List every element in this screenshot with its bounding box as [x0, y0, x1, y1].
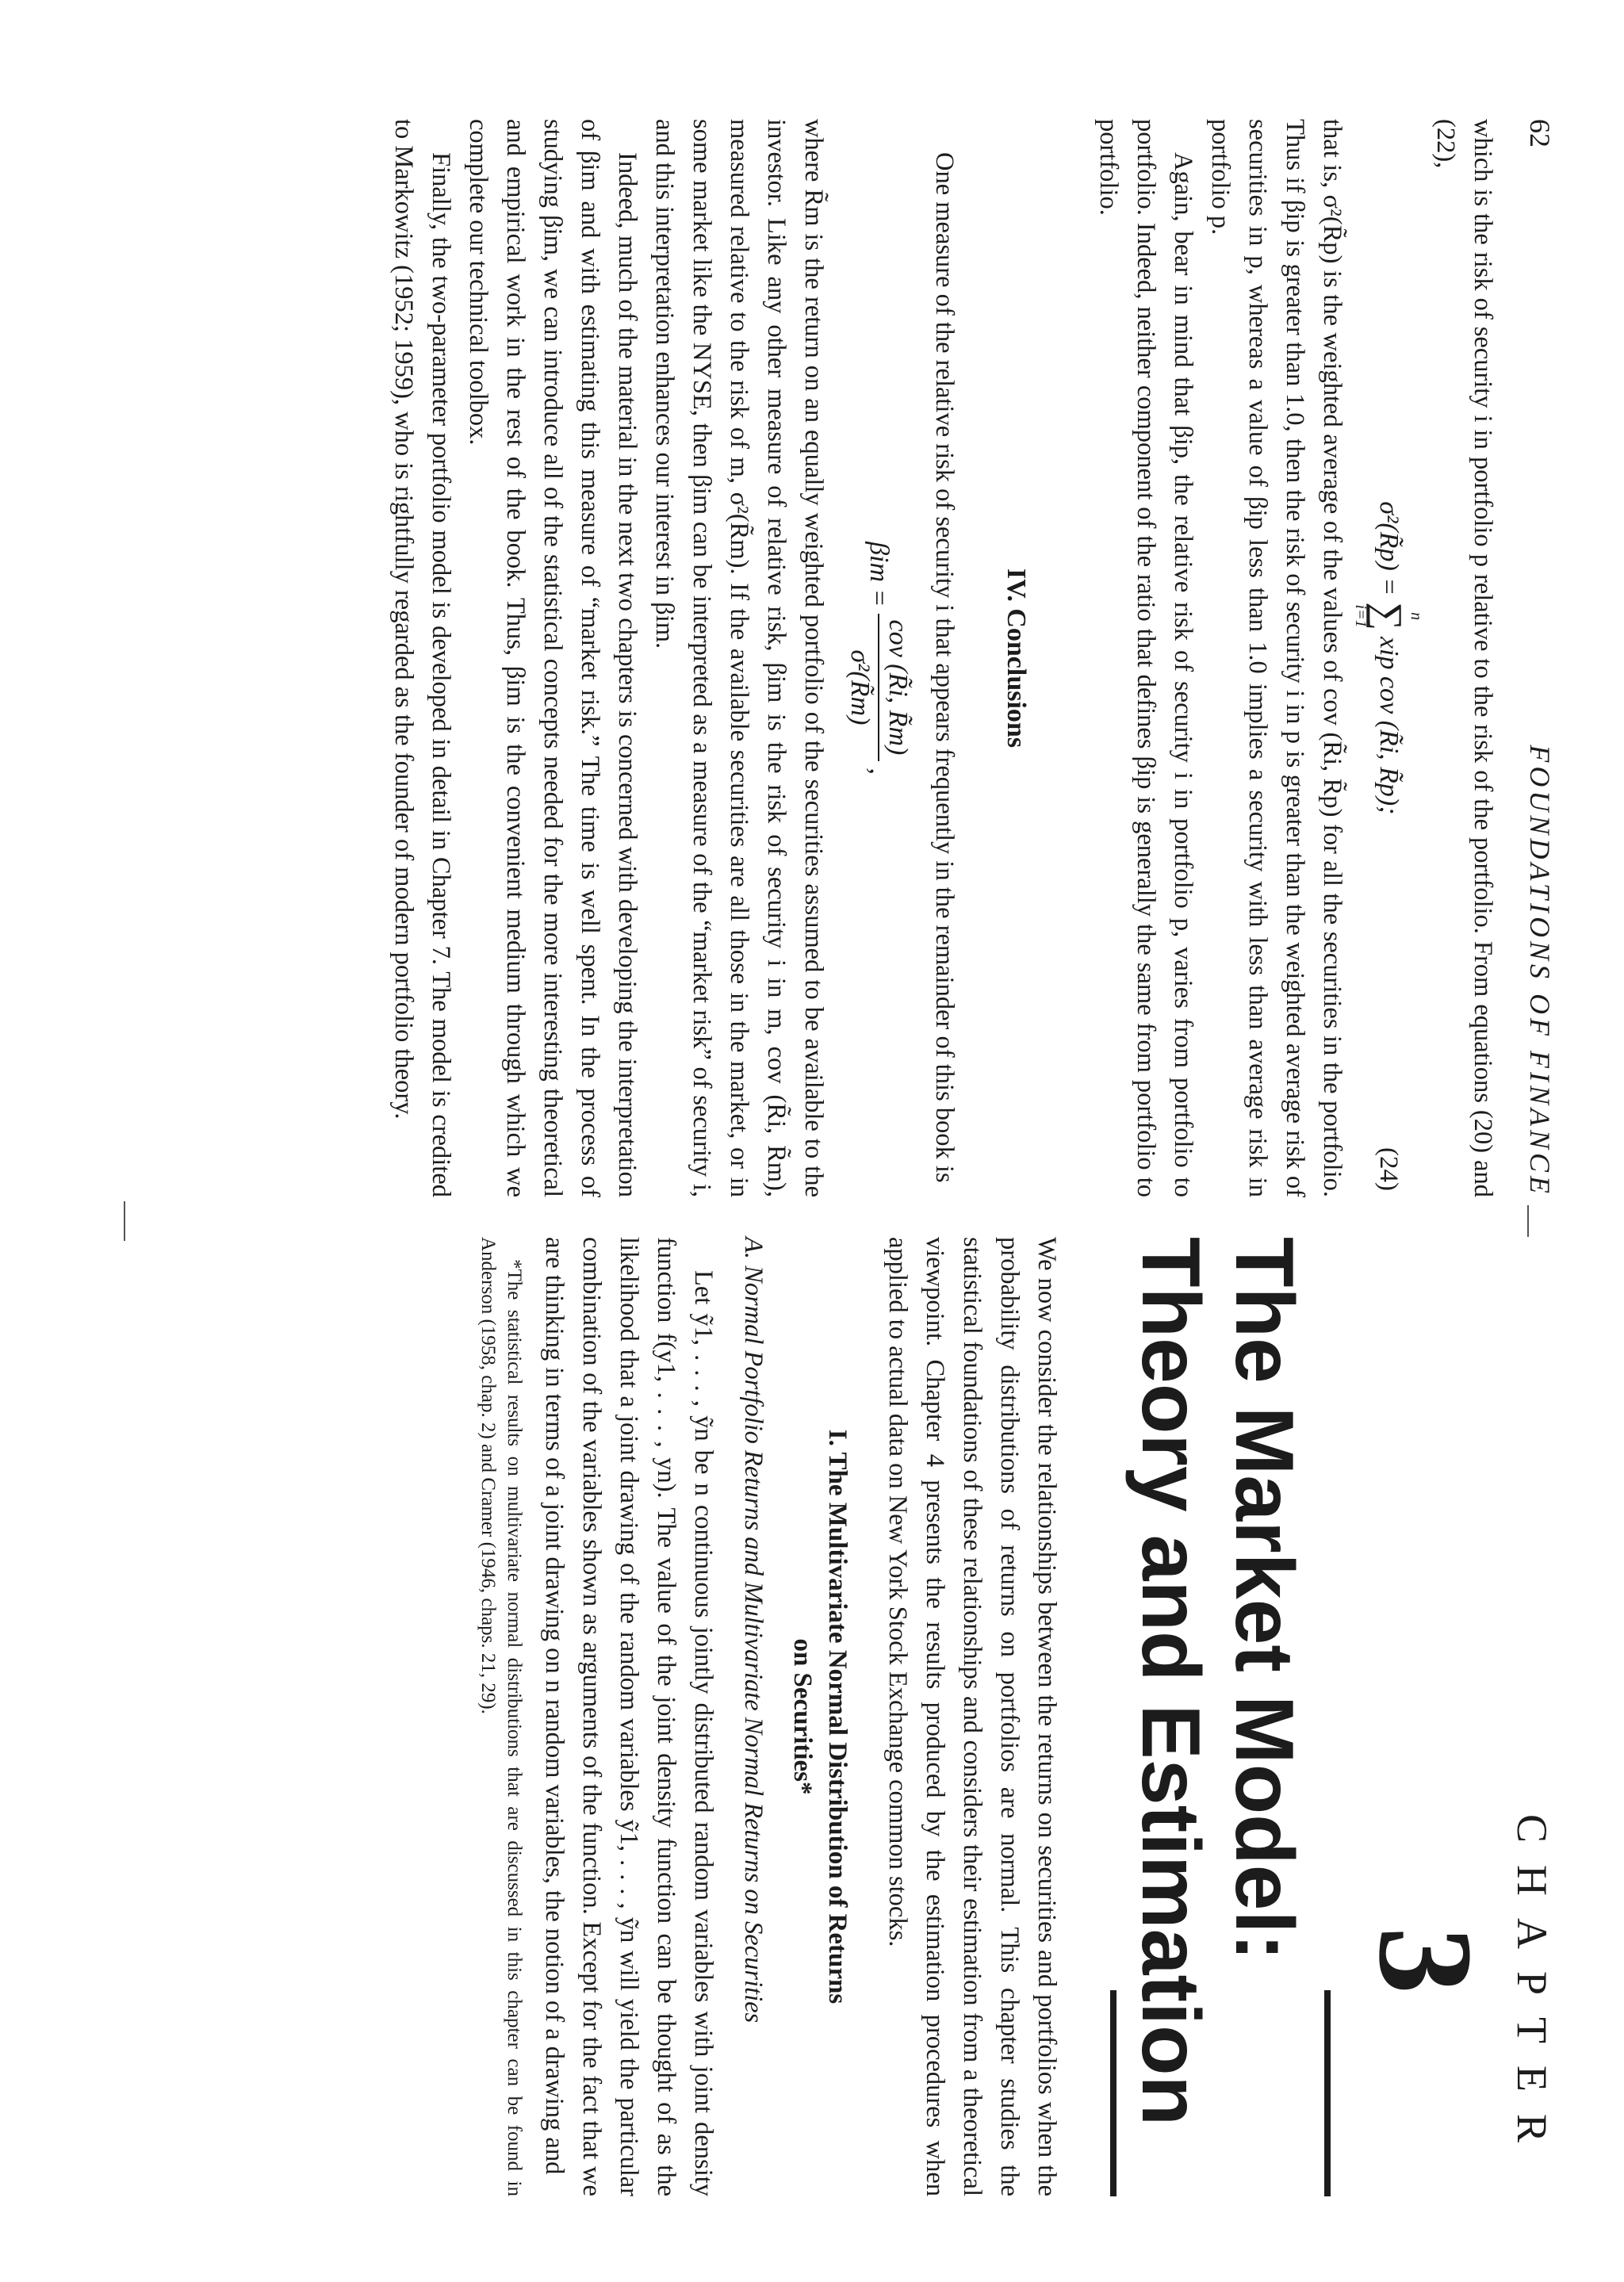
chapter-title-line: The Market Model:	[1218, 1237, 1310, 1961]
summation-sign: n ∑ i=1	[1352, 602, 1425, 630]
equation-number: (24)	[1374, 1147, 1403, 1191]
section-heading: IV. Conclusions	[1002, 568, 1031, 749]
right-page	[66, 1237, 1557, 2196]
sum-lower-limit: i=1	[1352, 604, 1369, 628]
scan-artifact	[124, 1201, 125, 1241]
subsection-heading: A. Normal Portfolio Returns and Multivariate Normal Returns on Securities	[739, 1237, 768, 2024]
left-page-body	[385, 119, 1501, 1197]
paragraph: Let ỹ1, . . . , ỹn be n continuous jointly distributed random variables with joint density function f(y1, . . . , yn). The value of the joint density function can be thought of as the likelihood that a joint drawing of the random variables ỹ1, . . . , ỹn will yield the particular combination of the variables shown as arguments of the function. Except for the fact that we are thinking in terms of a joint drawing on n random variables, the notion of a drawing and	[540, 1237, 718, 2196]
left-page	[66, 119, 1557, 1197]
chapter-label: CHAPTER	[1508, 1813, 1556, 2165]
chapter-number: 3	[1351, 1927, 1500, 1994]
fraction	[845, 614, 913, 762]
section-heading	[785, 1237, 855, 2196]
paragraph: where R̃m is the return on an equally weighted portfolio of the securities assumed to be available to the investor. Like any other measure of relative risk, βim is the risk of security i in m, cov (R̃i, R̃m), measured relative to the risk of m, σ²(R̃m). If the available securities are all those in the market, or in some market like the NYSE, then βim can be interpreted as a measure of the “market risk” of security i, and this interpretation enhances our interest in βim.	[650, 119, 828, 1197]
numerator: cov (R̃i, R̃m)	[878, 614, 913, 762]
chapter-title	[1124, 1237, 1311, 2196]
equation-lhs: σ²(R̃p) =	[1374, 501, 1404, 596]
paragraph: One measure of the relative risk of security i that appears frequently in the remainder of this book is	[930, 152, 959, 1183]
running-head: FOUNDATIONS OF FINANCE	[1524, 745, 1556, 1197]
paragraph: Finally, the two-parameter portfolio model is developed in detail in Chapter 7. The model is credited to Markowitz (1952; 1959), who is rightfully regarded as the founder of modern portfolio theory.	[389, 119, 455, 1197]
section-heading-line: on Securities*	[788, 1638, 817, 1795]
right-page-body	[455, 1237, 1065, 2196]
paragraph: that is, σ²(R̃p) is the weighted average of the values of cov (R̃i, R̃p) for all the securities in the portfolio. Thus if βip is greater than 1.0, then the risk of security i in p is greater than the weighted average risk of securities in p, whereas a value of βip less than 1.0 implies a security with less than average risk in portfolio p.	[1206, 119, 1346, 1197]
beta-equation	[832, 119, 925, 1197]
denominator: σ²(R̃m)	[845, 649, 875, 726]
intro-paragraph: We now consider the relationships between the returns on securities and portfolios when the probability distributions of returns on portfolios are normal. This chapter studies the statistical foundations of these relationships and considers their estimation from a theoretical viewpoint. Chapter 4 presents the results produced by the estimation procedures when applied to actual data on New York Stock Exchange common stocks.	[883, 1237, 1061, 2196]
beta-lhs: βim =	[864, 542, 894, 607]
sum-upper-limit: n	[1408, 612, 1425, 621]
chapter-rule	[1324, 1990, 1331, 2196]
equation-rhs: xip cov (R̃i, R̃p);	[1374, 636, 1404, 815]
footnote: *The statistical results on multivariate normal distributions that are discussed in this chapter can be found in Anderson (1958, chap. 2) and Cramer (1946, chaps. 21, 29).	[477, 1237, 525, 2196]
equation-24	[1350, 119, 1427, 1197]
chapter-title-line: Theory and Estimation	[1124, 1237, 1216, 2127]
chapter-rule	[1110, 1990, 1116, 2196]
equation-trail: ,	[864, 768, 894, 775]
scan-artifact	[1527, 1205, 1529, 1237]
page-number: 62	[1524, 119, 1556, 147]
paragraph: Indeed, much of the material in the next two chapters is concerned with developing the interpretation of βim and with estimating this measure of “market risk.” The time is well spent. In the process of studying βim, we can introduce all of the statistical concepts needed for the more interesting theoretical and empirical work in the rest of the book. Thus, βim is the convenient medium through which we complete our technical toolbox.	[464, 119, 642, 1197]
section-heading-line: I. The Multivariate Normal Distribution of Returns	[823, 1429, 852, 2004]
paragraph: Again, bear in mind that βip, the relative risk of security i in portfolio p, varies from portfolio to portfolio. Indeed, neither component of the ratio that defines βip is generally the same from portfolio to portfolio.	[1094, 119, 1197, 1197]
paragraph: which is the risk of security i in portfolio p relative to the risk of the portfolio. From equations (20) and (22),	[1431, 119, 1497, 1197]
